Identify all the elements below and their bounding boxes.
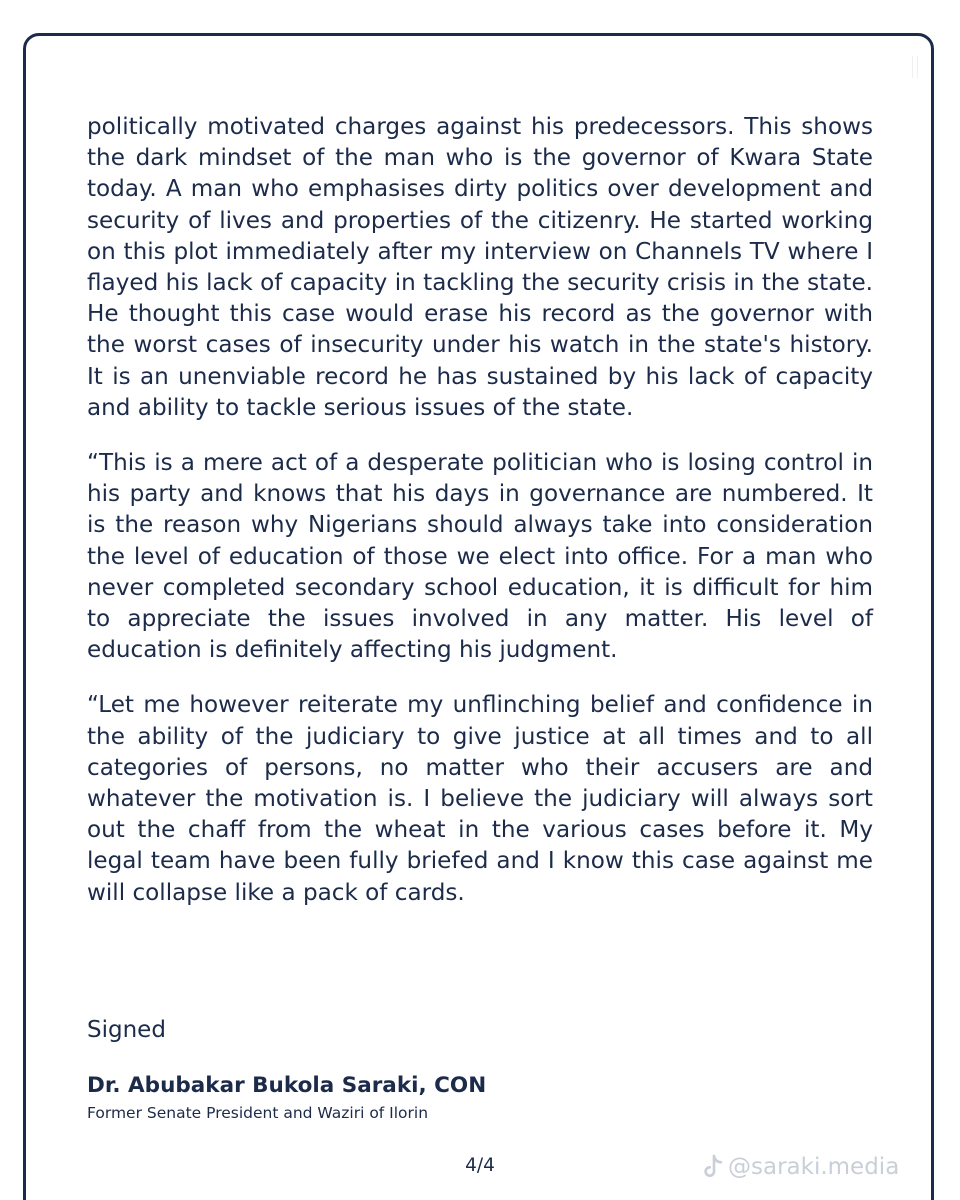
paragraph-1: politically motivated charges against his predecessors. This shows the dark mindset of the man who is the governor of Kwara State today. A man who emphasises dirty politics over development and security of lives and properties of the citizenry. He started working on this plot immediately after my interview on Channels TV where I flayed his lack of capacity in tackling the security crisis in the state. He thought this case would erase his record as the governor with the worst cases of insecurity under his watch in the state's history. It is an unenviable record he has sustained by his lack of capacity and ability to tackle serious issues of the state. bbox=[87, 114, 873, 421]
watermark-handle: @saraki.media bbox=[728, 1154, 900, 1180]
scroll-indicator bbox=[912, 56, 918, 78]
signatory-title: Former Senate President and Waziri of Ilorin bbox=[87, 1104, 429, 1122]
signed-label: Signed bbox=[87, 1017, 166, 1043]
statement-body bbox=[87, 112, 873, 909]
page-number: 4/4 bbox=[465, 1155, 495, 1176]
tiktok-icon bbox=[702, 1154, 724, 1180]
paragraph-2: “This is a mere act of a desperate politician who is losing control in his party and knows that his days in governance are numbered. It is the reason why Nigerians should always take into consideration the level of education of those we elect into office. For a man who never completed secondary school education, it is difficult for him to appreciate the issues involved in any matter. His level of education is definitely affecting his judgment. bbox=[87, 450, 873, 664]
paragraph-3: “Let me however reiterate my unflinching belief and confidence in the ability of the judiciary to give justice at all times and to all categories of persons, no matter who their accusers are and whatever the motivation is. I believe the judiciary will always sort out the chaff from the wheat in the various cases before it. My legal team have been fully briefed and I know this case against me will collapse like a pack of cards. bbox=[87, 692, 873, 906]
signatory-name: Dr. Abubakar Bukola Saraki, CON bbox=[87, 1073, 487, 1098]
watermark bbox=[702, 1152, 899, 1182]
